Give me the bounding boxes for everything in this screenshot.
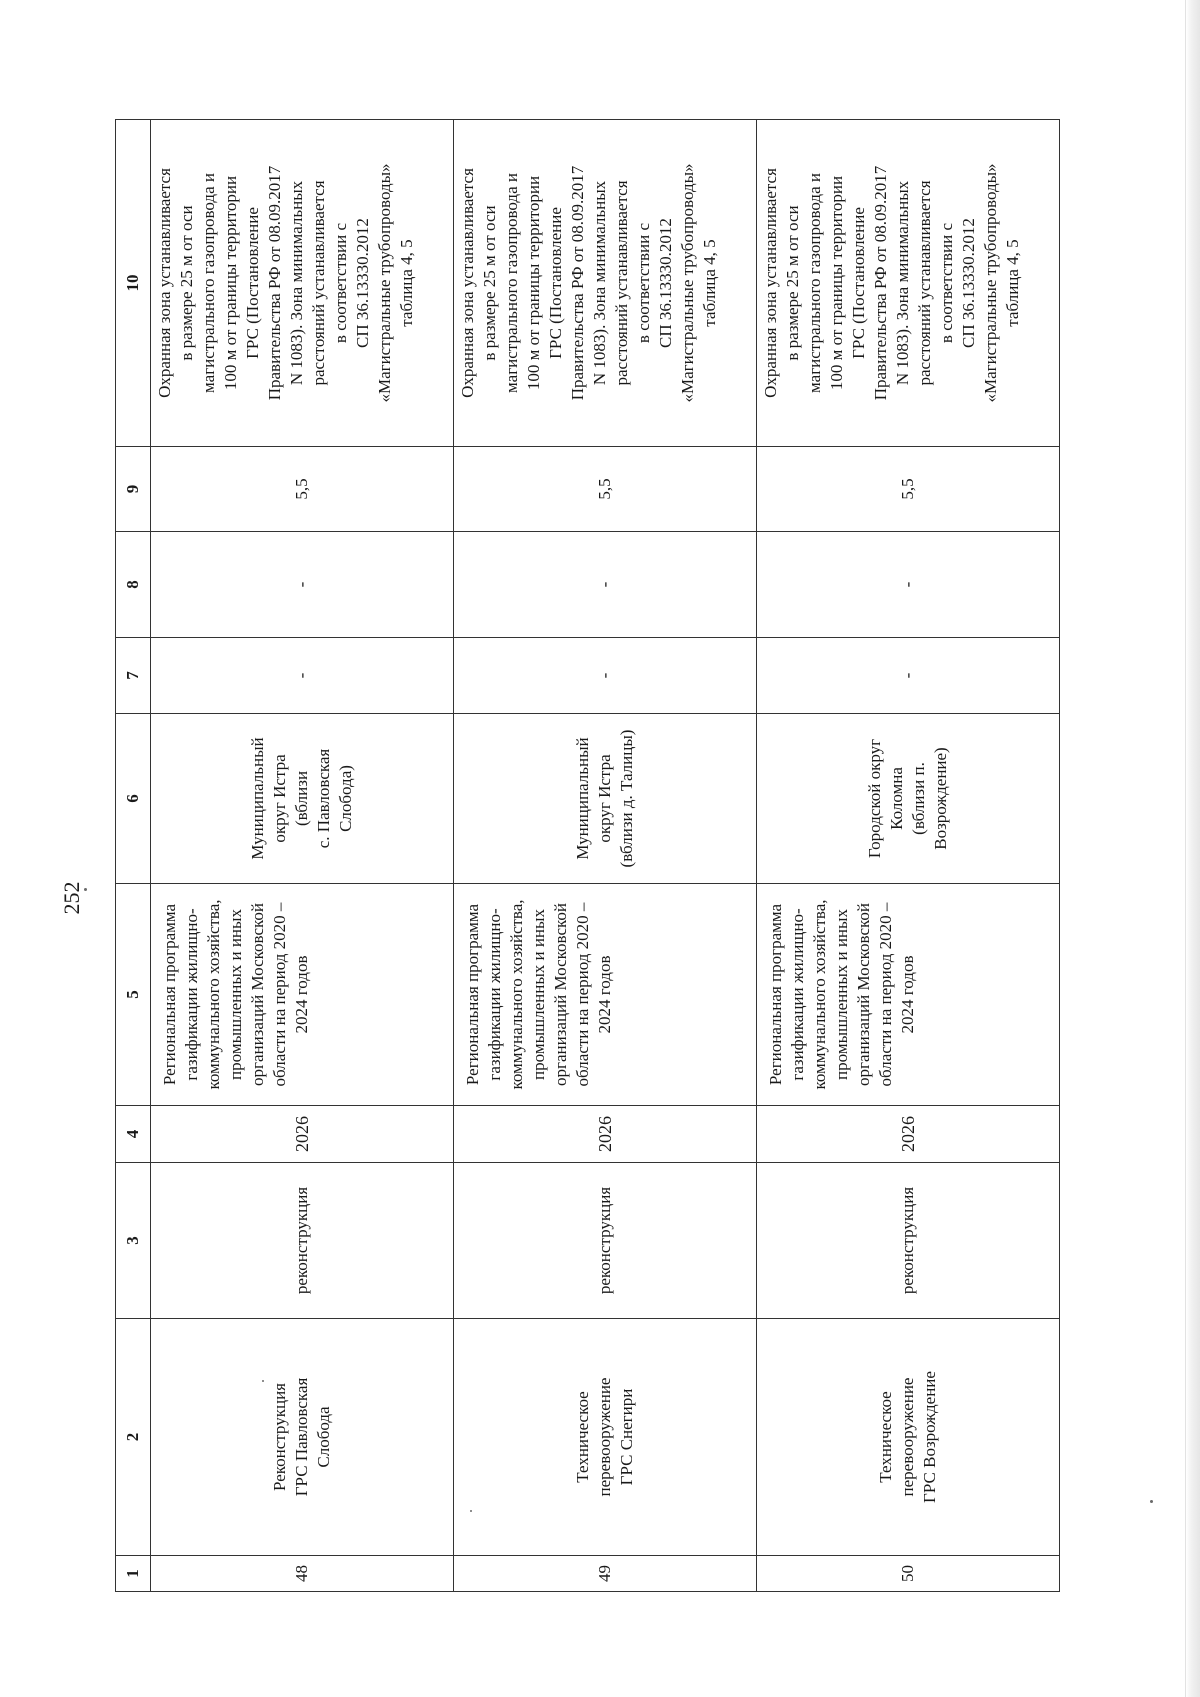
program: Региональная программа газификации жилищно-коммунального хозяйства, промышленных и иных организаций Московской области на период 2020 – 2024 годов bbox=[454, 884, 757, 1106]
location: Муниципальный округ Истра (вблизи д. Талицы) bbox=[454, 714, 757, 884]
location: Муниципальный округ Истра (вблизи с. Павловская Слобода) bbox=[151, 714, 454, 884]
row-number: 48 bbox=[151, 1556, 454, 1592]
year: 2026 bbox=[454, 1106, 757, 1163]
header-cell-9: 9 bbox=[116, 447, 151, 532]
page-number: 252 bbox=[59, 881, 84, 915]
column-9-value: 5,5 bbox=[757, 447, 1060, 532]
protection-zone: Охранная зона устанавливается в размере 25 м от оси магистрального газопровода и 100 м от границы территории ГРС (Постановление Правительства РФ от 08.09.2017 N 1083). Зона минимальных расстояний устанавливается в соответствии с СП 36.13330.2012 «Магистральные трубопроводы» таблица 4, 5 bbox=[757, 120, 1060, 447]
object-name: Техническое перевооружение ГРС Возрождение bbox=[757, 1319, 1060, 1556]
object-name: Техническое перевооружение ГРС Снегири bbox=[454, 1319, 757, 1556]
header-cell-1: 1 bbox=[116, 1556, 151, 1592]
year: 2026 bbox=[757, 1106, 1060, 1163]
header-cell-5: 5 bbox=[116, 884, 151, 1106]
column-7-value: - bbox=[757, 638, 1060, 714]
protection-zone: Охранная зона устанавливается в размере 25 м от оси магистрального газопровода и 100 м от границы территории ГРС (Постановление Правительства РФ от 08.09.2017 N 1083). Зона минимальных расстояний устанавливается в соответствии с СП 36.13330.2012 «Магистральные трубопроводы» таблица 4, 5 bbox=[151, 120, 454, 447]
header-cell-3: 3 bbox=[116, 1163, 151, 1319]
work-type: реконструкция bbox=[757, 1163, 1060, 1319]
column-8-value: - bbox=[757, 532, 1060, 638]
column-9-value: 5,5 bbox=[151, 447, 454, 532]
header-cell-8: 8 bbox=[116, 532, 151, 638]
header-cell-2: 2 bbox=[116, 1319, 151, 1556]
column-8-value: - bbox=[454, 532, 757, 638]
scan-speck bbox=[1150, 1500, 1153, 1503]
header-cell-6: 6 bbox=[116, 714, 151, 884]
gas-objects-table bbox=[115, 119, 1060, 1592]
protection-zone: Охранная зона устанавливается в размере 25 м от оси магистрального газопровода и 100 м от границы территории ГРС (Постановление Правительства РФ от 08.09.2017 N 1083). Зона минимальных расстояний устанавливается в соответствии с СП 36.13330.2012 «Магистральные трубопроводы» таблица 4, 5 bbox=[454, 120, 757, 447]
work-type: реконструкция bbox=[454, 1163, 757, 1319]
header-cell-4: 4 bbox=[116, 1106, 151, 1163]
column-9-value: 5,5 bbox=[454, 447, 757, 532]
year: 2026 bbox=[151, 1106, 454, 1163]
header-row bbox=[116, 120, 151, 1592]
table-row bbox=[151, 120, 454, 1592]
column-7-value: - bbox=[151, 638, 454, 714]
row-number: 49 bbox=[454, 1556, 757, 1592]
table-row bbox=[757, 120, 1060, 1592]
header-cell-7: 7 bbox=[116, 638, 151, 714]
column-7-value: - bbox=[454, 638, 757, 714]
table-row bbox=[454, 120, 757, 1592]
column-8-value: - bbox=[151, 532, 454, 638]
work-type: реконструкция bbox=[151, 1163, 454, 1319]
scan-page-edge bbox=[1185, 0, 1200, 1697]
row-number: 50 bbox=[757, 1556, 1060, 1592]
object-name: Реконструкция ГРС Павловская Слобода bbox=[151, 1319, 454, 1556]
rotated-table-wrapper bbox=[115, 120, 1023, 1592]
header-cell-10: 10 bbox=[116, 120, 151, 447]
program: Региональная программа газификации жилищно-коммунального хозяйства, промышленных и иных организаций Московской области на период 2020 – 2024 годов bbox=[757, 884, 1060, 1106]
location: Городской округ Коломна (вблизи п. Возрождение) bbox=[757, 714, 1060, 884]
program: Региональная программа газификации жилищно-коммунального хозяйства, промышленных и иных организаций Московской области на период 2020 – 2024 годов bbox=[151, 884, 454, 1106]
